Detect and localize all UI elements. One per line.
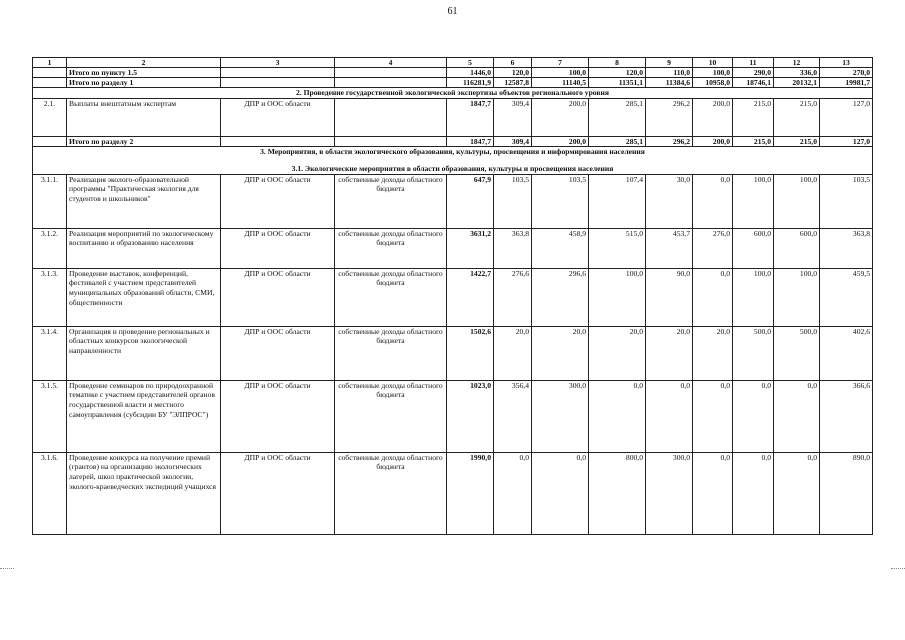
value-cell: 270,0 xyxy=(820,68,873,78)
value-cell: 100,0 xyxy=(733,174,774,228)
row-name: Проведение конкурса на получение премий (грантов) на организацию экологических лагерей, школ практической экологии, эколого-краеведческих экспедиций учащихся xyxy=(67,452,221,534)
value-cell: 0,0 xyxy=(693,174,733,228)
value-cell: 402,6 xyxy=(820,326,873,380)
value-cell: 600,0 xyxy=(774,228,820,268)
table-row xyxy=(33,452,873,534)
row-number: 3.1.1. xyxy=(33,174,67,228)
row-name: Проведение выставок, конференций, фестивалей с участием представителей муниципальных образований области, СМИ, общественности xyxy=(67,268,221,326)
value-cell: 1847,7 xyxy=(447,136,494,146)
executor-cell xyxy=(221,136,335,146)
value-cell: 215,0 xyxy=(733,98,774,136)
column-header: 8 xyxy=(589,58,646,68)
table-row xyxy=(33,380,873,452)
value-cell: 103,5 xyxy=(532,174,589,228)
row-name: Организация и проведение региональных и областных конкурсов экологической направленности xyxy=(67,326,221,380)
table-row xyxy=(33,174,873,228)
budget-table xyxy=(32,57,873,535)
value-cell: 20,0 xyxy=(693,326,733,380)
row-name: Проведение семинаров по природоохранной тематике с участием представителей органов государственной власти и местного самоуправления (субсидии БУ "ЭЛПРОС") xyxy=(67,380,221,452)
column-header: 7 xyxy=(532,58,589,68)
value-cell: 200,0 xyxy=(693,98,733,136)
table-row xyxy=(33,268,873,326)
value-cell: 215,0 xyxy=(774,98,820,136)
value-cell: 296,2 xyxy=(646,98,693,136)
value-cell: 0,0 xyxy=(774,452,820,534)
value-cell: 285,1 xyxy=(589,98,646,136)
value-cell: 0,0 xyxy=(693,380,733,452)
row-source: собственные доходы областного бюджета xyxy=(335,380,447,452)
value-cell: 1446,0 xyxy=(447,68,494,78)
subsection-title: 3.1. Экологические мероприятия в области образования, культуры и просвещения населения xyxy=(291,164,614,174)
value-cell: 127,0 xyxy=(820,98,873,136)
value-cell: 890,0 xyxy=(820,452,873,534)
value-cell: 600,0 xyxy=(733,228,774,268)
column-header: 9 xyxy=(646,58,693,68)
value-cell: 300,0 xyxy=(532,380,589,452)
value-cell: 127,0 xyxy=(820,136,873,146)
table-row xyxy=(33,98,873,136)
source-cell xyxy=(335,136,447,146)
value-cell: 20132,1 xyxy=(774,78,820,88)
total-row xyxy=(33,78,873,88)
value-cell: 453,7 xyxy=(646,228,693,268)
value-cell: 0,0 xyxy=(693,268,733,326)
value-cell: 30,0 xyxy=(646,174,693,228)
value-cell: 1502,6 xyxy=(447,326,494,380)
value-cell: 215,0 xyxy=(733,136,774,146)
value-cell: 110,0 xyxy=(646,68,693,78)
value-cell: 20,0 xyxy=(589,326,646,380)
source-cell xyxy=(335,78,447,88)
value-cell: 0,0 xyxy=(774,380,820,452)
value-cell: 336,0 xyxy=(774,68,820,78)
row-executor: ДПР и ООС области xyxy=(221,98,335,136)
row-number: 3.1.2. xyxy=(33,228,67,268)
value-cell: 296,2 xyxy=(646,136,693,146)
row-source: собственные доходы областного бюджета xyxy=(335,174,447,228)
row-source xyxy=(335,98,447,136)
value-cell: 200,0 xyxy=(532,98,589,136)
value-cell: 100,0 xyxy=(589,268,646,326)
value-cell: 363,8 xyxy=(820,228,873,268)
column-header: 6 xyxy=(494,58,532,68)
value-cell: 100,0 xyxy=(733,268,774,326)
value-cell: 11140,5 xyxy=(532,78,589,88)
column-header: 10 xyxy=(693,58,733,68)
value-cell: 10958,0 xyxy=(693,78,733,88)
column-header: 3 xyxy=(221,58,335,68)
value-cell: 0,0 xyxy=(733,380,774,452)
row-executor: ДПР и ООС области xyxy=(221,380,335,452)
value-cell: 309,4 xyxy=(494,98,532,136)
margin-mark xyxy=(0,568,14,569)
margin-mark xyxy=(891,568,905,569)
executor-cell xyxy=(221,68,335,78)
table-header-row xyxy=(33,58,873,68)
value-cell: 116281,9 xyxy=(447,78,494,88)
value-cell: 363,8 xyxy=(494,228,532,268)
value-cell: 0,0 xyxy=(494,452,532,534)
row-executor: ДПР и ООС области xyxy=(221,326,335,380)
value-cell: 12587,8 xyxy=(494,78,532,88)
executor-cell xyxy=(221,78,335,88)
value-cell: 90,0 xyxy=(646,268,693,326)
row-name: Реализация эколого-образовательной программы "Практическая экология для студентов и школьников" xyxy=(67,174,221,228)
value-cell: 500,0 xyxy=(774,326,820,380)
row-source: собственные доходы областного бюджета xyxy=(335,326,447,380)
value-cell: 1847,7 xyxy=(447,98,494,136)
value-cell: 200,0 xyxy=(693,136,733,146)
table-row xyxy=(33,228,873,268)
value-cell: 309,4 xyxy=(494,136,532,146)
column-header: 13 xyxy=(820,58,873,68)
value-cell: 800,0 xyxy=(589,452,646,534)
section-title-row xyxy=(33,146,873,174)
value-cell: 515,0 xyxy=(589,228,646,268)
row-executor: ДПР и ООС области xyxy=(221,174,335,228)
value-cell: 20,0 xyxy=(532,326,589,380)
value-cell: 0,0 xyxy=(646,380,693,452)
value-cell: 276,0 xyxy=(693,228,733,268)
section-title-block xyxy=(33,146,873,174)
row-name: Реализация мероприятий по экологическому воспитанию и образованию населения xyxy=(67,228,221,268)
value-cell: 20,0 xyxy=(494,326,532,380)
value-cell: 120,0 xyxy=(589,68,646,78)
total-label: Итого по пункту 1.5 xyxy=(67,68,221,78)
total-label: Итого по разделу 1 xyxy=(67,78,221,88)
value-cell: 103,5 xyxy=(494,174,532,228)
value-cell: 200,0 xyxy=(532,136,589,146)
column-header: 1 xyxy=(33,58,67,68)
value-cell: 103,5 xyxy=(820,174,873,228)
value-cell: 100,0 xyxy=(693,68,733,78)
column-header: 11 xyxy=(733,58,774,68)
row-source: собственные доходы областного бюджета xyxy=(335,452,447,534)
section-title: 2. Проведение государственной экологической экспертизы объектов регионального уровня xyxy=(33,88,873,99)
table-row xyxy=(33,326,873,380)
column-header: 5 xyxy=(447,58,494,68)
num-cell xyxy=(33,68,67,78)
value-cell: 215,0 xyxy=(774,136,820,146)
num-cell xyxy=(33,78,67,88)
value-cell: 296,6 xyxy=(532,268,589,326)
value-cell: 366,6 xyxy=(820,380,873,452)
value-cell: 18746,1 xyxy=(733,78,774,88)
value-cell: 0,0 xyxy=(532,452,589,534)
row-executor: ДПР и ООС области xyxy=(221,268,335,326)
value-cell: 120,0 xyxy=(494,68,532,78)
value-cell: 500,0 xyxy=(733,326,774,380)
row-number: 3.1.5. xyxy=(33,380,67,452)
value-cell: 100,0 xyxy=(774,268,820,326)
value-cell: 11384,6 xyxy=(646,78,693,88)
total-row xyxy=(33,68,873,78)
column-header: 2 xyxy=(67,58,221,68)
value-cell: 11351,1 xyxy=(589,78,646,88)
total-label: Итого по разделу 2 xyxy=(67,136,221,146)
value-cell: 356,4 xyxy=(494,380,532,452)
source-cell xyxy=(335,68,447,78)
row-number: 3.1.3. xyxy=(33,268,67,326)
value-cell: 290,0 xyxy=(733,68,774,78)
row-executor: ДПР и ООС области xyxy=(221,228,335,268)
row-number: 3.1.6. xyxy=(33,452,67,534)
row-source: собственные доходы областного бюджета xyxy=(335,268,447,326)
row-name: Выплаты внештатным экспертам xyxy=(67,98,221,136)
num-cell xyxy=(33,136,67,146)
column-header: 4 xyxy=(335,58,447,68)
value-cell: 1990,0 xyxy=(447,452,494,534)
row-number: 2.1. xyxy=(33,98,67,136)
value-cell: 300,0 xyxy=(646,452,693,534)
column-header: 12 xyxy=(774,58,820,68)
row-executor: ДПР и ООС области xyxy=(221,452,335,534)
value-cell: 647,9 xyxy=(447,174,494,228)
value-cell: 100,0 xyxy=(774,174,820,228)
value-cell: 107,4 xyxy=(589,174,646,228)
value-cell: 458,9 xyxy=(532,228,589,268)
value-cell: 276,6 xyxy=(494,268,532,326)
value-cell: 459,5 xyxy=(820,268,873,326)
value-cell: 20,0 xyxy=(646,326,693,380)
value-cell: 0,0 xyxy=(693,452,733,534)
value-cell: 0,0 xyxy=(589,380,646,452)
row-number: 3.1.4. xyxy=(33,326,67,380)
value-cell: 0,0 xyxy=(733,452,774,534)
value-cell: 100,0 xyxy=(532,68,589,78)
row-source: собственные доходы областного бюджета xyxy=(335,228,447,268)
value-cell: 285,1 xyxy=(589,136,646,146)
page-number: 61 xyxy=(447,6,458,17)
value-cell: 1023,0 xyxy=(447,380,494,452)
section-title-row xyxy=(33,88,873,99)
value-cell: 19981,7 xyxy=(820,78,873,88)
section-title: 3. Мероприятия, в области экологического образования, культуры, просвещения и информирования населения xyxy=(260,146,645,156)
value-cell: 1422,7 xyxy=(447,268,494,326)
total-row xyxy=(33,136,873,146)
value-cell: 3631,2 xyxy=(447,228,494,268)
